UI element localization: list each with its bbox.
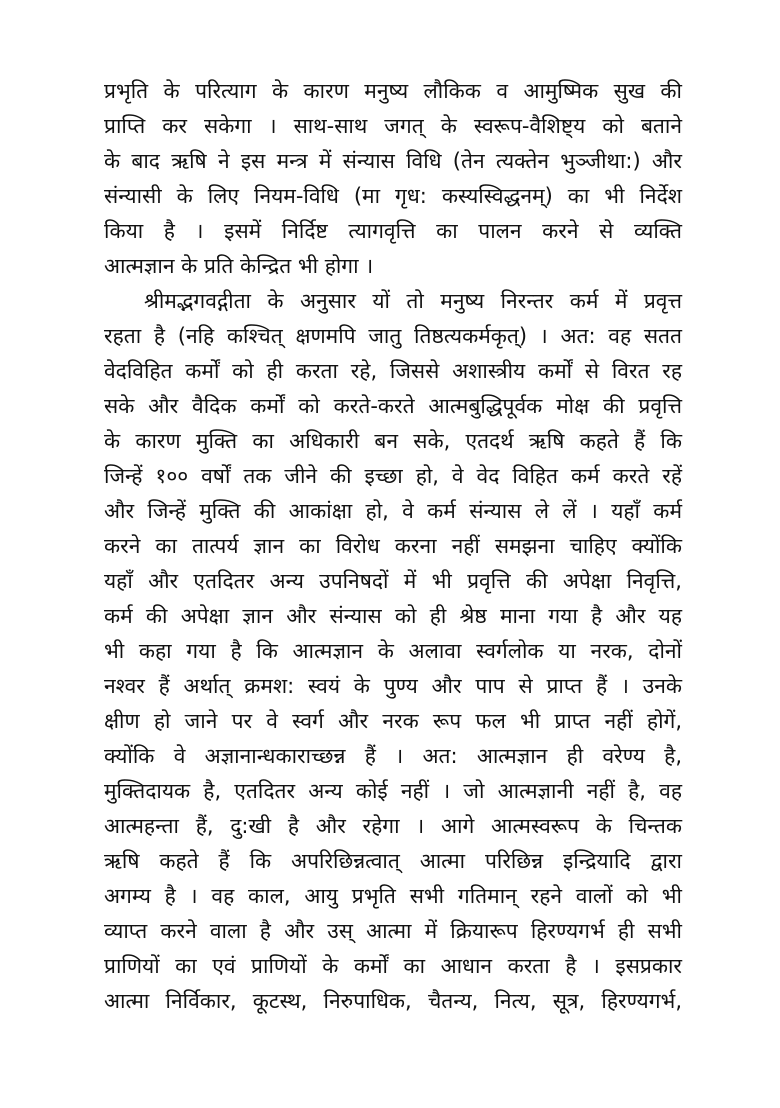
paragraph-2-line-1: श्रीमद्भगवद्गीता के अनुसार यों तो मनुष्य निरन्तर कर्म में प्रवृत्त bbox=[144, 289, 682, 313]
paragraph-2-line-5: के कारण मुक्ति का अधिकारी बन सके, एतदर्थ ऋषि कहते हैं कि bbox=[104, 429, 682, 453]
paragraph-2-line-9: यहाँ और एतदितर अन्य उपनिषदों में भी प्रवृत्ति की अपेक्षा निवृत्ति, bbox=[104, 569, 682, 593]
paragraph-2-line-17: ऋषि कहते हैं कि अपरिछिन्नत्वात् आत्मा परिछिन्न इन्द्रियादि द्वारा bbox=[104, 849, 682, 873]
paragraph-2-line-8: करने का तात्पर्य ज्ञान का विरोध करना नहीं समझना चाहिए क्योंकि bbox=[104, 534, 682, 558]
paragraph-2-line-3: वेदविहित कर्मों को ही करता रहे, जिससे अशास्त्रीय कर्मों से विरत रह bbox=[104, 359, 682, 383]
paragraph-2-line-15: मुक्तिदायक है, एतदितर अन्य कोई नहीं । जो आत्मज्ञानी नहीं है, वह bbox=[104, 779, 682, 803]
paragraph-2-line-11: भी कहा गया है कि आत्मज्ञान के अलावा स्वर्गलोक या नरक, दोनों bbox=[104, 639, 682, 663]
paragraph-2-line-14: क्योंकि वे अज्ञानान्धकाराच्छन्न हैं । अत: आत्मज्ञान ही वरेण्य है, bbox=[104, 744, 682, 768]
paragraph-2-line-4: सके और वैदिक कर्मों को करते-करते आत्मबुद्धिपूर्वक मोक्ष की प्रवृत्ति bbox=[104, 394, 682, 418]
paragraph-2-line-16: आत्महन्ता हैं, दु:खी है और रहेगा । आगे आत्मस्वरूप के चिन्तक bbox=[104, 814, 682, 838]
paragraph-2-line-20: प्राणियों का एवं प्राणियों के कर्मों का आधान करता है । इसप्रकार bbox=[104, 954, 682, 978]
paragraph-2-line-2: रहता है (नहि कश्चित् क्षणमपि जातु तिष्ठत्यकर्मकृत्) । अत: वह सतत bbox=[104, 324, 682, 348]
paragraph-2-line-19: व्याप्त करने वाला है और उस् आत्मा में क्रियारूप हिरण्यगर्भ ही सभी bbox=[104, 919, 682, 943]
paragraph-2-line-12: नश्वर हैं अर्थात् क्रमश: स्वयं के पुण्य और पाप से प्राप्त हैं । उनके bbox=[104, 674, 682, 698]
paragraph-1-line-3: के बाद ऋषि ने इस मन्त्र में संन्यास विधि (तेन त्यक्तेन भुञ्जीथा:) और bbox=[104, 149, 682, 173]
paragraph-2-line-6: जिन्हें १०० वर्षों तक जीने की इच्छा हो, वे वेद विहित कर्म करते रहें bbox=[104, 464, 682, 488]
paragraph-1-line-6: आत्मज्ञान के प्रति केन्द्रित भी होगा । bbox=[104, 254, 374, 278]
paragraph-1-line-4: संन्यासी के लिए नियम-विधि (मा गृध: कस्यस्विद्धनम्) का भी निर्देश bbox=[104, 184, 682, 208]
paragraph-2-line-7: और जिन्हें मुक्ति की आकांक्षा हो, वे कर्म संन्यास ले लें । यहाँ कर्म bbox=[104, 499, 682, 523]
paragraph-2-line-10: कर्म की अपेक्षा ज्ञान और संन्यास को ही श्रेष्ठ माना गया है और यह bbox=[104, 604, 682, 628]
paragraph-2-line-13: क्षीण हो जाने पर वे स्वर्ग और नरक रूप फल भी प्राप्त नहीं होगें, bbox=[104, 709, 682, 733]
paragraph-1-line-5: किया है । इसमें निर्दिष्ट त्यागवृत्ति का पालन करने से व्यक्ति bbox=[104, 219, 682, 243]
paragraph-2-line-18: अगम्य है । वह काल, आयु प्रभृति सभी गतिमान् रहने वालों को भी bbox=[104, 884, 682, 908]
paragraph-1-line-2: प्राप्ति कर सकेगा । साथ-साथ जगत् के स्वरूप-वैशिष्ट्य को बताने bbox=[104, 114, 682, 138]
paragraph-1-line-1: प्रभृति के परित्याग के कारण मनुष्य लौकिक व आमुष्मिक सुख की bbox=[104, 79, 682, 103]
paragraph-2-line-21: आत्मा निर्विकार, कूटस्थ, निरुपाधिक, चैतन्य, नित्य, सूत्र, हिरण्यगर्भ, bbox=[104, 989, 682, 1013]
